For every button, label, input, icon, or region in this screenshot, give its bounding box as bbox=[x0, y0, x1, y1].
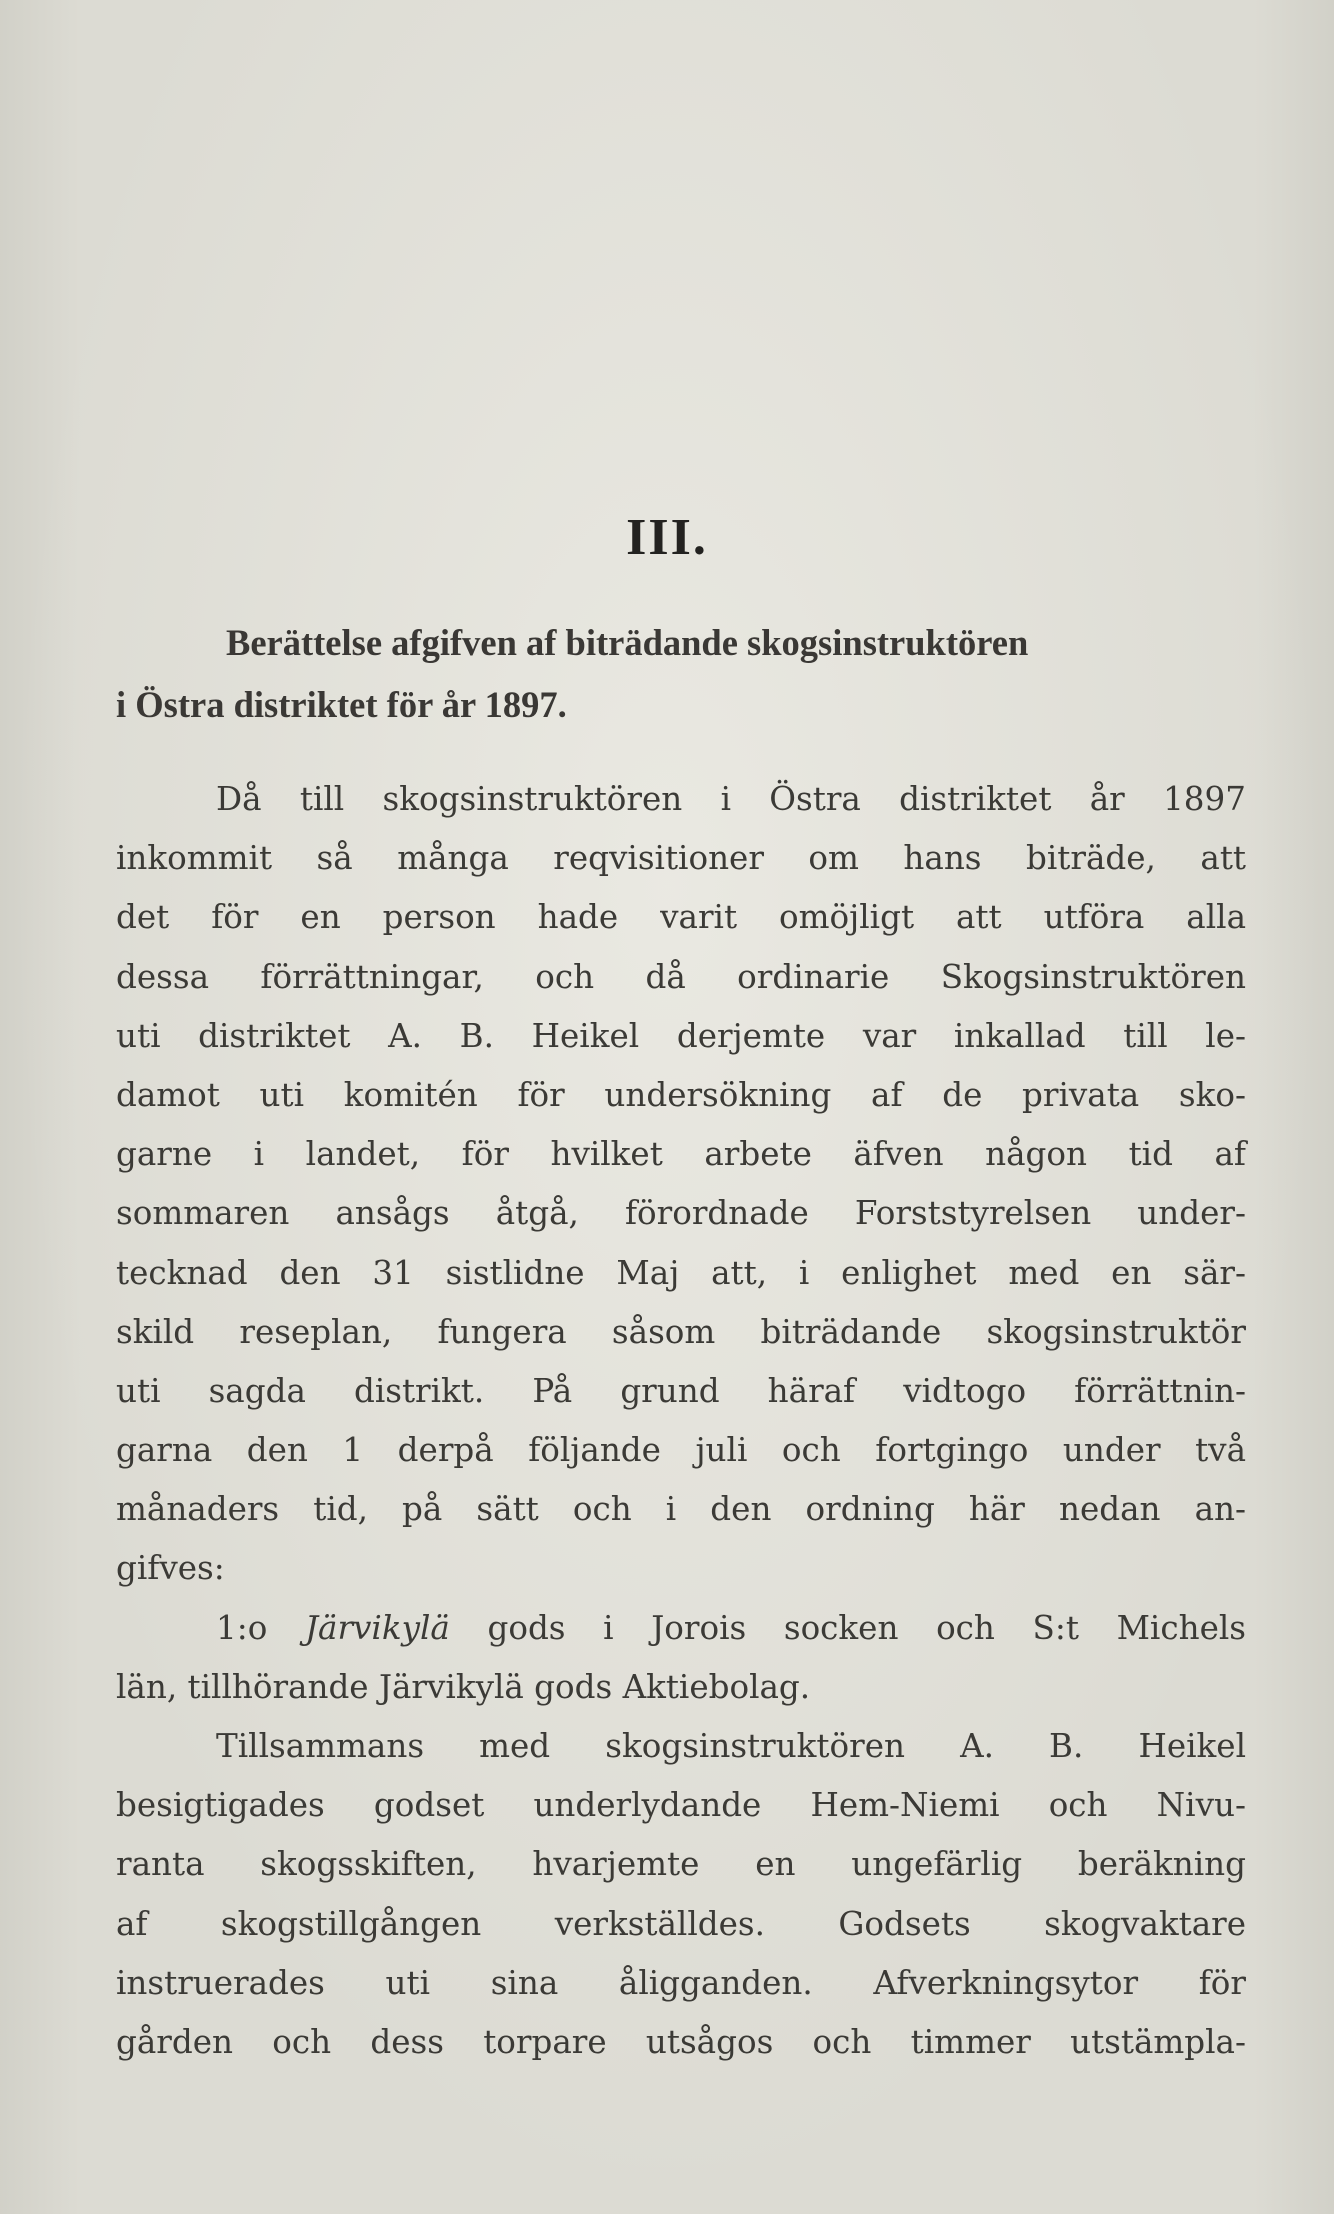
text-line: dessa förrättningar, och då ordinarie Skogsinstruktören bbox=[116, 957, 1246, 996]
body-text bbox=[116, 770, 1246, 2072]
text-line: månaders tid, på sätt och i den ordning här nedan an- bbox=[116, 1490, 1246, 1529]
section-heading bbox=[116, 612, 1246, 736]
text-line: sommaren ansågs åtgå, förordnade Forststyrelsen under- bbox=[116, 1194, 1246, 1233]
text-line: ranta skogsskiften, hvarjemte en ungefärlig beräkning bbox=[116, 1845, 1246, 1884]
text-line: tecknad den 31 sistlidne Maj att, i enlighet med en sär- bbox=[116, 1253, 1246, 1292]
text-line: garna den 1 derpå följande juli och fortgingo under två bbox=[116, 1431, 1246, 1470]
text-line: gården och dess torpare utsågos och timmer utstämpla- bbox=[116, 2022, 1246, 2061]
text-line: gifves: bbox=[116, 1549, 225, 1588]
text-line: uti sagda distrikt. På grund häraf vidtogo förrättnin- bbox=[116, 1371, 1246, 1410]
heading-line-1: Berättelse afgifven af biträdande skogsinstruktören bbox=[226, 622, 1029, 663]
heading-line-2: i Östra distriktet för år 1897. bbox=[116, 684, 567, 725]
paragraph-3 bbox=[116, 1717, 1246, 2072]
paragraph-1 bbox=[116, 770, 1246, 1599]
text-line: Tillsammans med skogsinstruktören A. B. Heikel bbox=[216, 1727, 1246, 1765]
text-line: besigtigades godset underlydande Hem-Niemi och Nivu- bbox=[116, 1786, 1246, 1825]
text-line: det för en person hade varit omöjligt att utföra alla bbox=[116, 898, 1246, 937]
item-text: gods i Jorois socken och S:t Michels bbox=[487, 1608, 1246, 1647]
paragraph-2 bbox=[116, 1599, 1246, 1717]
text-line: instruerades uti sina åligganden. Afverkningsytor för bbox=[116, 1963, 1246, 2002]
text-line: uti distriktet A. B. Heikel derjemte var inkallad till le- bbox=[116, 1016, 1246, 1055]
item-number: 1:o bbox=[216, 1608, 268, 1647]
text-line: af skogstillgången verkställdes. Godsets skogvaktare bbox=[116, 1904, 1246, 1943]
estate-name: Järvikylä bbox=[304, 1608, 450, 1647]
text-line bbox=[116, 1599, 1246, 1658]
text-line: Då till skogsinstruktören i Östra distriktet år 1897 bbox=[216, 780, 1246, 818]
text-line: skild reseplan, fungera såsom biträdande skogsinstruktör bbox=[116, 1312, 1246, 1351]
chapter-number: III. bbox=[626, 509, 708, 566]
text-line: garne i landet, för hvilket arbete äfven någon tid af bbox=[116, 1135, 1246, 1174]
text-line: län, tillhörande Järvikylä gods Aktiebolag. bbox=[116, 1667, 811, 1706]
text-line: damot uti komitén för undersökning af de privata sko- bbox=[116, 1075, 1246, 1114]
text-line: inkommit så många reqvisitioner om hans biträde, att bbox=[116, 839, 1246, 878]
